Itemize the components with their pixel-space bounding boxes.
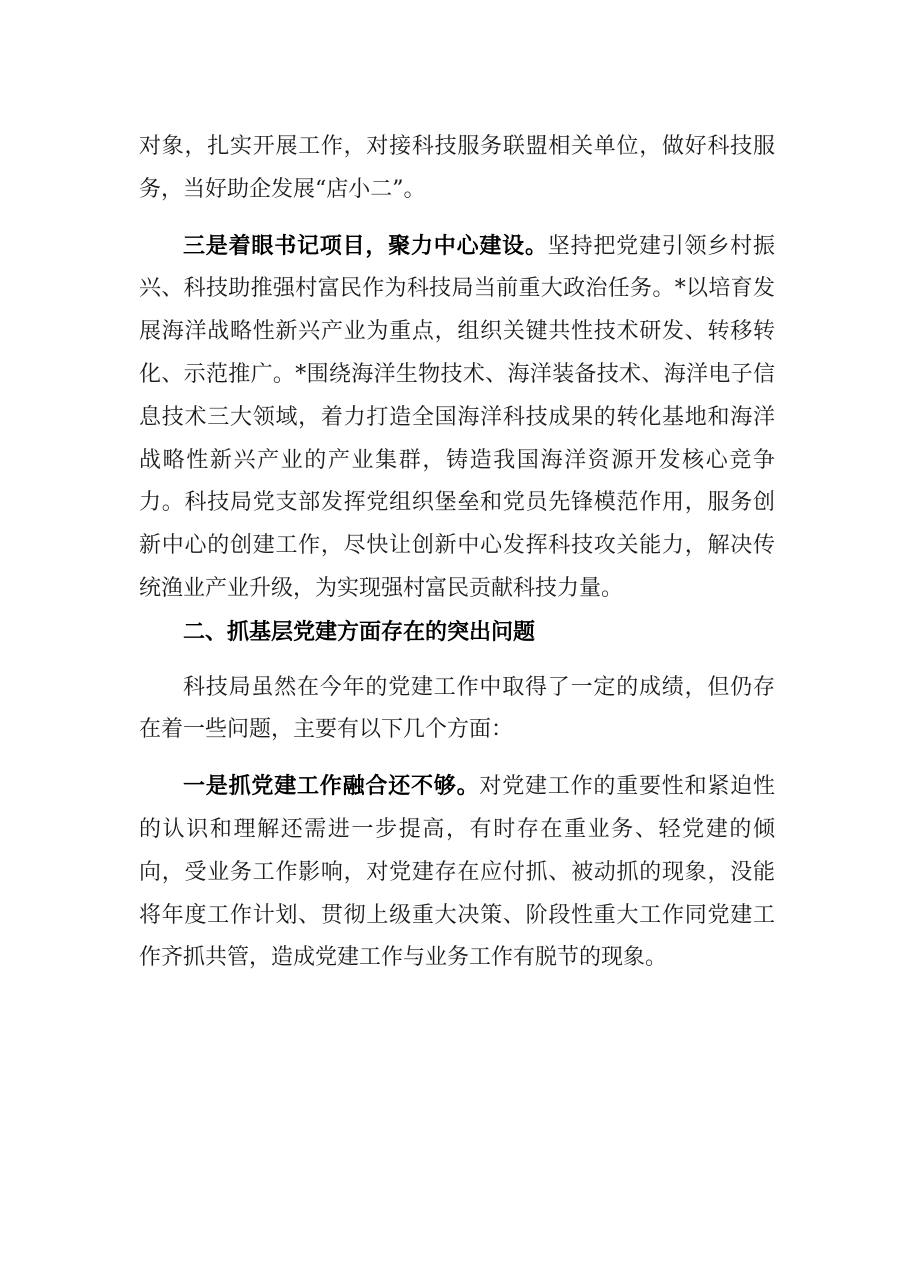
paragraph-continuation — [139, 126, 775, 212]
paragraph-text: 对党建工作的重要性和紧迫性的认识和理解还需进一步提高，有时存在重业务、轻党建的倾向，受业务工作影响，对党建存在应付抓、被动抓的现象，没能将年度工作计划、贯彻上级重大决策、阶段性重大工作同党建工作齐抓共管，造成党建工作与业务工作有脱节的现象。 — [139, 774, 775, 971]
document-body — [139, 126, 775, 980]
paragraph-text: 对象，扎实开展工作，对接科技服务联盟相关单位，做好科技服务，当好助企发展“店小二”。 — [139, 134, 775, 202]
paragraph-item-three — [139, 225, 775, 611]
section-heading: 二、抓基层党建方面存在的突出问题 — [183, 618, 536, 645]
paragraph-text: 科技局虽然在今年的党建工作中取得了一定的成绩，但仍存在着一些问题，主要有以下几个方面： — [139, 674, 775, 743]
paragraph-lead: 一是抓党建工作融合还不够。 — [183, 773, 480, 800]
paragraph-item-one — [139, 765, 775, 980]
paragraph-text: 坚持把党建引领乡村振兴、科技助推强村富民作为科技局当前重大政治任务。*以培育发展海洋战略性新兴产业为重点，组织关键共性技术研发、转移转化、示范推广。*围绕海洋生物技术、海洋装备技术、海洋电子信息技术三大领域，着力打造全国海洋科技成果的转化基地和海洋战略性新兴产业的产业集群，铸造我国海洋资源开发核心竞争力。科技局党支部发挥党组织堡垒和党员先锋模范作用，服务创新中心的创建工作，尽快让创新中心发挥科技攻关能力，解决传统渔业产业升级，为实现强村富民贡献科技力量。 — [139, 233, 775, 601]
paragraph-lead: 三是着眼书记项目，聚力中心建设。 — [183, 232, 548, 259]
paragraph-intro — [139, 667, 775, 753]
